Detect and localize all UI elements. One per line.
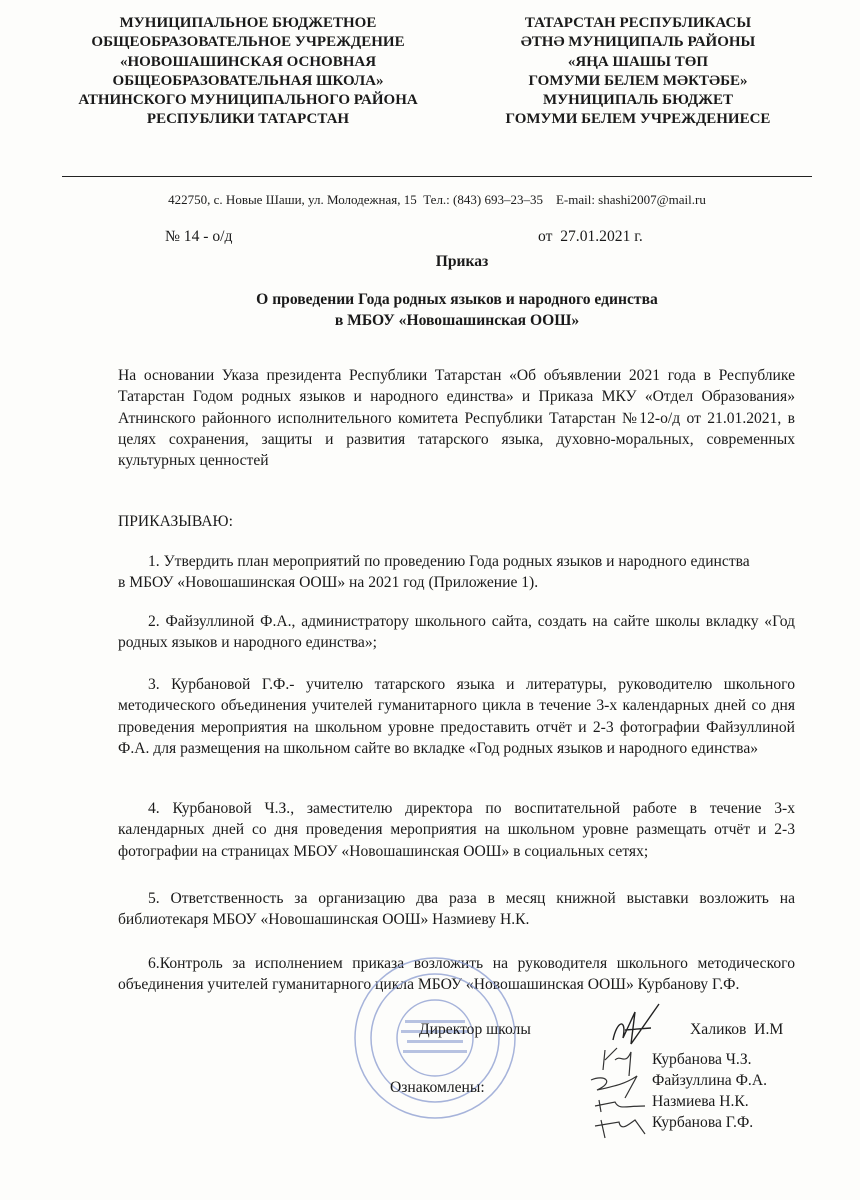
header-divider: [62, 176, 812, 177]
acquainted-name: Файзуллина Ф.А.: [652, 1072, 767, 1089]
document-type: Приказ: [435, 253, 489, 270]
order-item-2: 2. Файзуллиной Ф.А., администратору школьного сайта, создать на сайте школы вкладку «Год родных языков и народного единства»;: [118, 613, 795, 652]
order-title-line: О проведении Года родных языков и народного единства: [256, 291, 658, 308]
school-stamp: [345, 950, 525, 1130]
preamble: На основании Указа президента Республики Татарстан «Об объявлении 2021 года в Республике Татарстан Годом родных языков и народного единства» и Приказа МКУ «Отдел Образования» Атнинского районного исполнительного комитета Республики Татарстан №12-о/д от 21.01.2021, в целях сохранения, защиты и развития татарского языка, духовно-моральных, современных культурных ценностей: [118, 367, 795, 470]
header-right-line: ГОМУМИ БЕЛЕМ УЧРЕЖДЕНИЕСЕ: [505, 111, 771, 128]
header-right-line: ГОМУМИ БЕЛЕМ МӘКТӘБЕ»: [528, 72, 748, 89]
header-left-line: РЕСПУБЛИКИ ТАТАРСТАН: [146, 111, 350, 128]
header-right: [458, 14, 818, 130]
header-left-line: ОБЩЕОБРАЗОВАТЕЛЬНОЕ УЧРЕЖДЕНИЕ: [91, 34, 405, 51]
header-left-line: МУНИЦИПАЛЬНОЕ БЮДЖЕТНОЕ: [119, 15, 377, 31]
order-item-5: 5. Ответственность за организацию два раза в месяц книжной выставки возложить на библиотекаря МБОУ «Новошашинская ООШ» Назмиеву Н.К.: [118, 890, 795, 929]
order-item-3: 3. Курбановой Г.Ф.- учителю татарского языка и литературы, руководителю школьного методического объединения учителей гуманитарного цикла в течение 3-х календарных дней со дня проведения мероприятия на школьном уровне предоставить отчёт и 2-3 фотографии Файзуллиной Ф.А. для размещения на школьном сайте во вкладке «Год родных языков и народного единства»: [118, 676, 795, 757]
order-item-6: 6.Контроль за исполнением приказа возложить на руководителя школьного методического объединения учителей гуманитарного цикла МБОУ «Новошашинская ООШ» Курбанову Г.Ф.: [118, 955, 795, 994]
address-line: 422750, с. Новые Шаши, ул. Молодежная, 15 Тел.: (843) 693–23–35 E-mail: shashi2007@mail.ru: [168, 192, 706, 207]
order-title-line: в МБОУ «Новошашинская ООШ»: [334, 312, 580, 329]
acquainted-label: Ознакомлены:: [390, 1079, 485, 1096]
header-right-line: «ЯҢА ШАШЫ ТӨП: [567, 53, 709, 70]
order-number: № 14 - о/д: [165, 228, 233, 245]
acquainted-name: Назмиева Н.К.: [652, 1093, 749, 1110]
order-date: от 27.01.2021 г.: [538, 228, 643, 245]
order-item-1: 1. Утвердить план мероприятий по проведению Года родных языков и народного единства в МБОУ «Новошашинская ООШ» на 2021 год (Приложение 1).: [118, 553, 750, 592]
order-item-4: 4. Курбановой Ч.З., заместителю директора по воспитательной работе в течение 3-х календарных дней со дня проведения мероприятия на школьном уровне размещать отчёт и 2-3 фотографии на страницах МБОУ «Новошашинская ООШ» в социальных сетях;: [118, 800, 795, 860]
acquainted-name: Курбанова Ч.З.: [652, 1051, 752, 1068]
director-label: Директор школы: [419, 1021, 531, 1038]
director-name: Халиков И.М: [690, 1021, 784, 1038]
header-left-line: ОБЩЕОБРАЗОВАТЕЛЬНАЯ ШКОЛА»: [112, 72, 384, 89]
header-right-line: МУНИЦИПАЛЬ БЮДЖЕТ: [542, 92, 734, 109]
header-left-line: «НОВОШАШИНСКАЯ ОСНОВНАЯ: [119, 53, 377, 70]
order-word: ПРИКАЗЫВАЮ:: [118, 513, 233, 530]
acquainted-list: [652, 1049, 767, 1133]
header-left-line: АТНИНСКОГО МУНИЦИПАЛЬНОГО РАЙОНА: [78, 92, 418, 109]
header-left: [58, 14, 438, 130]
order-title: [112, 289, 802, 331]
acquainted-signatures: [585, 1040, 655, 1140]
header-right-line: ТАТАРСТАН РЕСПУБЛИКАСЫ: [524, 15, 752, 31]
acquainted-name: Курбанова Г.Ф.: [652, 1114, 754, 1131]
header-right-line: ӘТНӘ МУНИЦИПАЛЬ РАЙОНЫ: [520, 34, 756, 51]
